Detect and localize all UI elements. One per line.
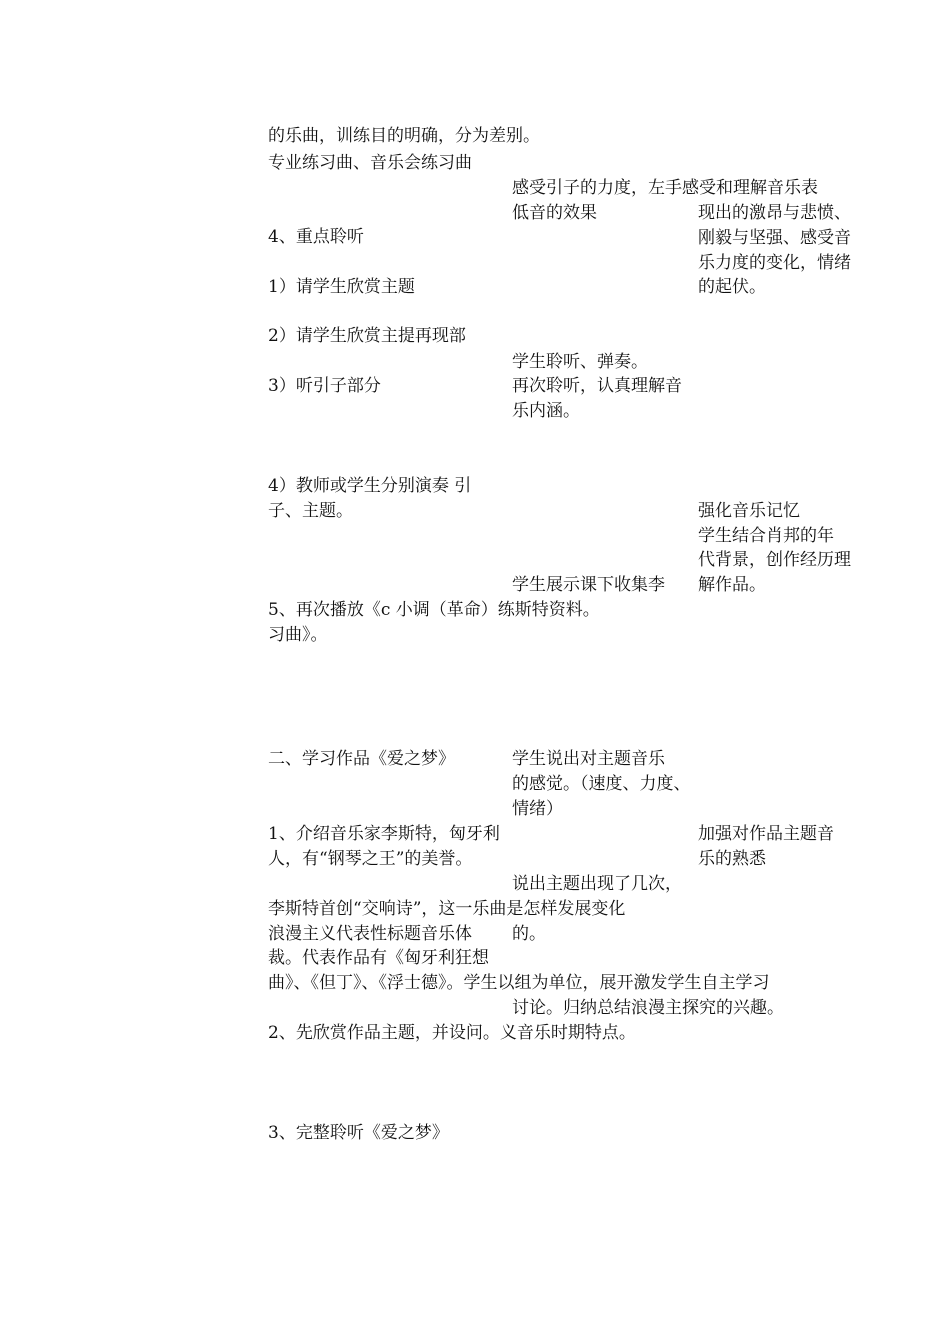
text-line: 习曲》。 <box>268 625 328 645</box>
text-line: 现出的激昂与悲愤、 <box>698 203 851 223</box>
text-line: 的乐曲，训练目的明确，分为差别。 <box>268 126 540 146</box>
text-line: 加强对作品主题音 <box>698 824 834 844</box>
text-line: 的。 <box>512 924 546 944</box>
text-line: 专业练习曲、音乐会练习曲 <box>268 153 472 173</box>
text-line: 刚毅与坚强、感受音 <box>698 228 851 248</box>
text-line: 二、学习作品《爱之梦》 <box>268 749 455 769</box>
text-line: 再次聆听，认真理解音 <box>512 376 682 396</box>
text-line: 3）听引子部分 <box>268 376 381 396</box>
text-line: 低音的效果 <box>512 203 597 223</box>
text-line: 乐的熟悉 <box>698 849 766 869</box>
text-line: 人，有“钢琴之王”的美誉。 <box>268 849 473 869</box>
text-line: 学生展示课下收集李 <box>512 575 665 595</box>
text-line: 讨论。归纳总结浪漫主探究的兴趣。 <box>512 998 784 1018</box>
text-line: 子、主题。 <box>268 501 353 521</box>
text-line: 1、介绍音乐家李斯特，匈牙利 <box>268 824 500 844</box>
text-line: 解作品。 <box>698 575 766 595</box>
text-line: 2）请学生欣赏主提再现部 <box>268 326 466 346</box>
text-line: 5、再次播放《c 小调（革命）练斯特资料。 <box>268 600 600 620</box>
text-line: 学生说出对主题音乐 <box>512 749 665 769</box>
text-line: 裁。代表作品有《匈牙利狂想 <box>268 948 489 968</box>
text-line: 学生聆听、弹奏。 <box>512 352 648 372</box>
text-line: 4）教师或学生分别演奏 引 <box>268 476 472 496</box>
text-line: 情绪） <box>512 799 563 819</box>
text-line: 强化音乐记忆 <box>698 501 800 521</box>
text-line: 说出主题出现了几次， <box>512 874 682 894</box>
text-line: 代背景，创作经历理 <box>698 550 851 570</box>
text-line: 的起伏。 <box>698 277 766 297</box>
text-line: 浪漫主义代表性标题音乐体 <box>268 924 472 944</box>
text-line: 感受引子的力度，左手感受和理解音乐表 <box>512 178 818 198</box>
text-line: 学生结合肖邦的年 <box>698 526 834 546</box>
text-line: 曲》、《但丁》、《浮士德》。学生以组为单位，展开激发学生自主学习 <box>268 973 770 993</box>
text-line: 的感觉。（速度、力度、 <box>512 774 691 794</box>
text-line: 1）请学生欣赏主题 <box>268 277 415 297</box>
text-line: 3、完整聆听《爱之梦》 <box>268 1123 449 1143</box>
text-line: 乐力度的变化，情绪 <box>698 253 851 273</box>
text-line: 李斯特首创“交响诗”，这一乐曲是怎样发展变化 <box>268 899 626 919</box>
text-line: 乐内涵。 <box>512 401 580 421</box>
text-line: 2、先欣赏作品主题，并设问。义音乐时期特点。 <box>268 1023 636 1043</box>
text-line: 4、重点聆听 <box>268 227 364 247</box>
